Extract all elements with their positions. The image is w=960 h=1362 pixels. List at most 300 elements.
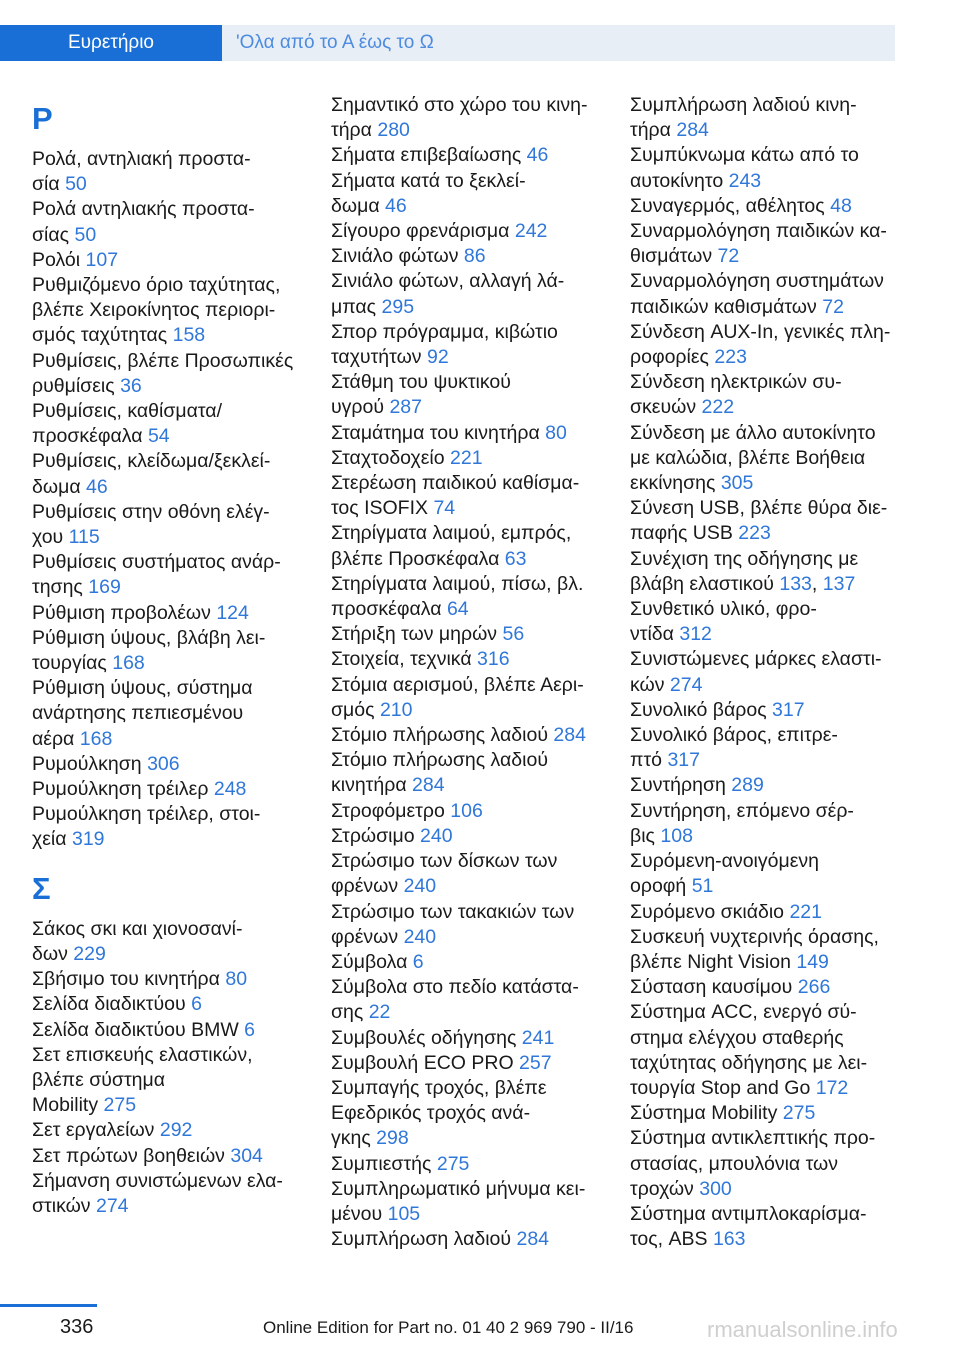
page-reference-link[interactable]: 222 xyxy=(701,396,735,419)
page-reference-link[interactable]: 300 xyxy=(699,1177,732,1200)
index-entry-text: στημα ελέγχου σταθερής xyxy=(630,1026,844,1049)
index-entry xyxy=(331,143,611,168)
index-entry-text xyxy=(630,471,910,496)
index-entry-text xyxy=(630,748,910,773)
index-entry-text: Σταχτοδοχείο xyxy=(331,446,445,469)
edition-note: Online Edition for Part no. 01 40 2 969 790 - II/16 xyxy=(263,1318,634,1337)
index-entry-text xyxy=(630,622,910,647)
page-reference-link[interactable]: 210 xyxy=(379,698,413,721)
index-entry xyxy=(331,824,611,849)
index-entry-text xyxy=(630,395,910,420)
index-entry-text: Στηρίγματα λαιμού, πίσω, βλ. xyxy=(331,572,584,595)
index-entry xyxy=(331,421,611,446)
index-entry-text: βλέπε Χειροκίνητος περιορι‐ xyxy=(32,299,276,322)
index-entry xyxy=(331,1152,611,1177)
index-entry-text: φρένων xyxy=(331,875,399,898)
index-entry-text: Συνθετικό υλικό, φρο‐ xyxy=(630,598,817,621)
index-entry xyxy=(32,1144,312,1169)
index-entry-text xyxy=(630,295,910,320)
index-entry-text: παιδικών καθισμάτων xyxy=(630,295,817,318)
index-entry-text xyxy=(331,395,611,420)
index-entry-text xyxy=(32,1018,312,1043)
index-entry xyxy=(32,676,312,752)
index-entry-text xyxy=(331,421,611,446)
index-entry-text: σία xyxy=(32,173,60,196)
header-bar xyxy=(0,25,895,61)
index-entry-text: σμός xyxy=(331,698,375,721)
page-reference-link[interactable]: 63 xyxy=(504,547,527,570)
index-entry-text: υγρού xyxy=(331,396,385,419)
page-reference-link[interactable]: 46 xyxy=(526,144,549,167)
index-entry-text xyxy=(331,1202,611,1227)
index-entry-text: Ρυθμίσεις συστήματος ανάρ‐ xyxy=(32,551,281,574)
index-entry xyxy=(331,723,611,748)
index-entry xyxy=(331,975,611,1025)
index-entry-text: δων xyxy=(32,942,68,965)
index-entry-text: ρυθμίσεις xyxy=(32,374,115,397)
index-entry xyxy=(331,647,611,672)
page-reference-link[interactable]: 248 xyxy=(213,778,247,801)
index-entry xyxy=(630,597,910,647)
page-reference-link[interactable]: 54 xyxy=(147,425,170,448)
page-reference-link[interactable]: 221 xyxy=(450,446,483,469)
index-entry-text xyxy=(331,547,611,572)
index-entry xyxy=(331,1076,611,1152)
page-reference-link[interactable]: 223 xyxy=(714,346,747,369)
page-reference-link[interactable]: 168 xyxy=(79,727,113,750)
index-entry xyxy=(32,550,312,600)
index-entry-text xyxy=(331,874,611,899)
index-entry-text xyxy=(331,950,611,975)
index-entry-text xyxy=(32,424,312,449)
index-entry-text xyxy=(32,1118,312,1143)
page-reference-link[interactable]: 133 xyxy=(779,572,812,595)
page-reference-link[interactable]: 295 xyxy=(381,295,415,318)
index-entry-text: Σύμβολα στο πεδίο κατάστα‐ xyxy=(331,976,579,999)
index-entry-text: Συρόμενο σκιάδιο xyxy=(630,900,785,923)
index-entry-text xyxy=(331,773,611,798)
index-entry xyxy=(331,849,611,899)
index-entry-text: ροφορίες xyxy=(630,346,709,369)
index-entry-text xyxy=(331,1126,611,1151)
page-reference-link[interactable]: 105 xyxy=(387,1202,421,1225)
index-entry-text: τήρα xyxy=(331,119,372,142)
index-entry-text xyxy=(630,824,910,849)
page-reference-link[interactable]: 137 xyxy=(822,572,856,595)
index-entry-text xyxy=(630,244,910,269)
index-entry xyxy=(331,572,611,622)
page-reference-link[interactable]: 284 xyxy=(412,774,445,797)
index-entry-text: Σύνδεση με άλλο αυτοκίνητο xyxy=(630,421,876,444)
page-reference-link[interactable]: 305 xyxy=(720,472,754,495)
index-entry-text xyxy=(630,1177,910,1202)
index-entry-text: Σύνδεση AUX-In, γενικές πλη‐ xyxy=(630,320,891,343)
index-entry-text xyxy=(32,248,312,273)
index-entry xyxy=(630,900,910,925)
index-entry-text: Στροφόμετρο xyxy=(331,799,445,822)
index-entry xyxy=(630,1101,910,1126)
index-entry-text xyxy=(32,1144,312,1169)
index-entry-text: Σελίδα διαδικτύου BMW xyxy=(32,1018,239,1041)
index-entry-text: Συντήρηση xyxy=(630,774,726,797)
page-reference-link[interactable]: 275 xyxy=(782,1102,816,1125)
index-entry-text xyxy=(630,521,910,546)
index-entry-text: κών xyxy=(630,673,665,696)
index-entry-text: Συνολικό βάρος xyxy=(630,698,767,721)
index-entry xyxy=(630,849,910,899)
index-entry-text: Σημαντικό στο χώρο του κινη‐ xyxy=(331,94,588,116)
page-reference-link[interactable]: 298 xyxy=(376,1127,409,1150)
index-entry-text xyxy=(32,1093,312,1118)
index-entry-text xyxy=(331,244,611,269)
page-reference-link[interactable]: 172 xyxy=(815,1076,849,1099)
index-entry-text: Ρυθμίσεις στην οθόνη ελέγ‐ xyxy=(32,500,270,523)
index-entry-text xyxy=(32,374,312,399)
page-reference-link[interactable]: 64 xyxy=(446,598,469,621)
index-entry-text: Ρυθμιζόμενο όριο ταχύτητας, xyxy=(32,274,281,297)
index-entry-text: Σύστημα αντικλεπτικής προ‐ xyxy=(630,1127,876,1150)
page-reference-link[interactable]: 287 xyxy=(389,396,422,419)
page-reference-link[interactable]: 72 xyxy=(717,245,740,268)
index-entry-text: Στερέωση παιδικού καθίσμα‐ xyxy=(331,472,580,495)
index-entry-text xyxy=(630,345,910,370)
page-reference-link[interactable]: 317 xyxy=(667,749,700,772)
index-entry-text: αυτοκίνητο xyxy=(630,169,724,192)
index-entry-text xyxy=(331,118,611,143)
page-reference-link[interactable]: 316 xyxy=(477,648,510,671)
index-entry-text: σης xyxy=(331,1001,364,1024)
index-entry-text: Ρυθμίσεις, καθίσματα/ xyxy=(32,400,223,423)
index-entry-text: Σίγουρο φρενάρισμα xyxy=(331,220,510,243)
index-entry-text: Ρύθμιση προβολέων xyxy=(32,601,211,624)
index-entry-text: Ρολά, αντηλιακή προστα‐ xyxy=(32,148,251,170)
page-reference-link[interactable]: 149 xyxy=(796,950,829,973)
index-entry-text: Συμπιεστής xyxy=(331,1152,432,1175)
index-entry xyxy=(630,773,910,798)
page-reference-link[interactable]: 243 xyxy=(728,169,762,192)
page-reference-link[interactable]: 115 xyxy=(68,526,100,549)
page-reference-link[interactable]: 169 xyxy=(88,576,121,599)
index-entry-text: Σετ πρώτων βοηθειών xyxy=(32,1144,225,1167)
index-entry-text: αέρα xyxy=(32,727,75,750)
page-reference-link[interactable]: 229 xyxy=(73,942,106,965)
page-reference-link[interactable]: 240 xyxy=(403,875,437,898)
page-reference-link[interactable]: 317 xyxy=(772,698,805,721)
index-entry xyxy=(32,1118,312,1143)
index-entry-text: Στρώσιμο των τακακιών των xyxy=(331,900,575,923)
index-entry-text xyxy=(32,992,312,1017)
page-reference-link[interactable]: 106 xyxy=(450,799,483,822)
index-entry-text: σκευών xyxy=(630,396,697,419)
index-entry xyxy=(630,723,910,773)
index-entry-text: πτό xyxy=(630,749,663,772)
index-entry-text xyxy=(32,223,312,248)
index-entry-text: Στρώσιμο των δίσκων των xyxy=(331,850,558,873)
index-entry xyxy=(630,975,910,1000)
index-entry xyxy=(331,799,611,824)
index-entry xyxy=(630,1000,910,1101)
index-entry xyxy=(331,93,611,143)
page-reference-link[interactable]: 266 xyxy=(797,976,831,999)
index-entry-text: ντίδα xyxy=(630,623,674,646)
page-reference-link[interactable]: 304 xyxy=(230,1144,263,1167)
page-reference-link[interactable]: 51 xyxy=(691,875,714,898)
index-entry xyxy=(32,752,312,777)
index-entry xyxy=(32,349,312,399)
page-reference-link[interactable]: 50 xyxy=(74,223,97,246)
page-reference-link[interactable]: 74 xyxy=(433,497,456,520)
index-entry-text: τουργία Stop and Go xyxy=(630,1076,811,1099)
index-entry-text xyxy=(32,475,312,500)
index-entry-text: Σβήσιμο του κινητήρα xyxy=(32,968,220,991)
index-entry-text xyxy=(331,1227,611,1252)
page-reference-link[interactable]: 6 xyxy=(191,993,202,1016)
page-reference-link[interactable]: 86 xyxy=(463,245,486,268)
index-entry xyxy=(32,967,312,992)
page-reference-link[interactable]: 241 xyxy=(521,1026,555,1049)
index-entry-text: μπας xyxy=(331,295,377,318)
index-entry-text xyxy=(630,950,910,975)
index-entry xyxy=(331,622,611,647)
index-entry xyxy=(32,399,312,449)
index-entry-text xyxy=(630,1076,910,1101)
index-entry-text: Σήματα κατά το ξεκλεί‐ xyxy=(331,169,526,192)
index-entry xyxy=(630,1202,910,1252)
index-entry-text: Mobility xyxy=(32,1094,99,1117)
index-entry xyxy=(630,647,910,697)
index-entry-text: Συνέχιση της οδήγησης με xyxy=(630,547,859,570)
page-reference-link[interactable]: 240 xyxy=(420,824,453,847)
index-entry-text xyxy=(32,323,312,348)
index-entry xyxy=(331,521,611,571)
index-entry-text: Σύστημα ACC, ενεργό σύ‐ xyxy=(630,1001,857,1024)
index-entry xyxy=(331,446,611,471)
index-entry-text xyxy=(331,1026,611,1051)
index-entry-text xyxy=(331,647,611,672)
index-entry-text xyxy=(32,525,312,550)
index-entry-text: Σήματα επιβεβαίωσης xyxy=(331,144,522,167)
index-entry xyxy=(331,1227,611,1252)
index-entry xyxy=(331,748,611,798)
index-entry xyxy=(32,917,312,967)
index-entry-text xyxy=(331,925,611,950)
index-entry-text: Συναρμολόγηση συστημάτων xyxy=(630,270,884,293)
index-entry-text xyxy=(331,698,611,723)
index-entry-text: Στήριξη των μηρών xyxy=(331,623,498,646)
index-entry-text: Συμπληρωματικό μήνυμα κει‐ xyxy=(331,1177,586,1200)
index-entry-text xyxy=(630,874,910,899)
page-reference-link[interactable]: 92 xyxy=(426,346,449,369)
index-entry-text: Συσκευή νυχτερινής όρασης, xyxy=(630,925,879,948)
page-reference-link[interactable]: 80 xyxy=(225,968,248,991)
index-entry xyxy=(32,500,312,550)
page-reference-link[interactable]: 48 xyxy=(830,194,852,217)
page-reference-link[interactable]: 312 xyxy=(679,623,712,646)
index-entry xyxy=(630,370,910,420)
tab-index[interactable]: Ευρετήριο xyxy=(0,25,222,61)
index-entry-text: Συνολικό βάρος, επιτρε‐ xyxy=(630,724,838,747)
index-entry-text: Σελίδα διαδικτύου xyxy=(32,993,186,1016)
page-reference-link[interactable]: 306 xyxy=(147,752,180,775)
page-reference-link[interactable]: 280 xyxy=(377,119,410,142)
page-reference-link[interactable]: 284 xyxy=(553,724,586,747)
index-entry-text: Στρώσιμο xyxy=(331,824,415,847)
page-reference-link[interactable]: 319 xyxy=(71,828,105,851)
index-entry xyxy=(630,698,910,723)
index-entry-text xyxy=(630,1101,910,1126)
index-entry-text: προσκέφαλα xyxy=(331,598,442,621)
index-entry-text xyxy=(32,727,312,752)
index-entry xyxy=(331,1026,611,1051)
index-entry-text: Στοιχεία, τεχνικά xyxy=(331,648,472,671)
page-reference-link[interactable]: 124 xyxy=(216,601,249,624)
index-entry xyxy=(32,273,312,349)
index-entry-text: Συναρμολόγηση παιδικών κα‐ xyxy=(630,220,887,243)
index-entry-text xyxy=(331,723,611,748)
index-entry-text: Συνιστώμενες μάρκες ελαστι‐ xyxy=(630,648,882,671)
page-reference-link[interactable]: 163 xyxy=(712,1228,746,1251)
page-reference-link[interactable]: 46 xyxy=(385,194,407,217)
page-reference-link[interactable]: 80 xyxy=(545,421,567,444)
page-reference-link[interactable]: 275 xyxy=(436,1152,470,1175)
index-entry xyxy=(32,626,312,676)
index-entry xyxy=(630,547,910,597)
index-entry-text: τος ISOFIX xyxy=(331,497,429,520)
index-entry-text: στικών xyxy=(32,1194,91,1217)
index-entry-text xyxy=(32,967,312,992)
index-entry xyxy=(32,601,312,626)
page-reference-link[interactable]: 221 xyxy=(789,900,822,923)
index-entry-text: Συμπλήρωση λαδιού xyxy=(331,1228,512,1251)
index-entry-text xyxy=(32,827,312,852)
index-entry-text: Ρολόι xyxy=(32,248,81,271)
index-entry-text: δωμα xyxy=(331,194,380,217)
page-reference-link[interactable]: 284 xyxy=(676,119,709,142)
index-entry-text: Ρυμούλκηση τρέιλερ xyxy=(32,778,209,801)
index-entry-text: Σύμβολα xyxy=(331,950,408,973)
index-entry xyxy=(630,1126,910,1202)
index-entry-text: ταχυτήτων xyxy=(331,346,422,369)
index-entry-text: προσκέφαλα xyxy=(32,425,143,448)
index-entry-text: βλέπε σύστημα xyxy=(32,1068,166,1091)
index-entry-text: γκης xyxy=(331,1127,371,1150)
index-entry-text: Σινιάλο φώτων, αλλαγή λά‐ xyxy=(331,270,565,293)
index-entry-text xyxy=(630,118,910,143)
index-entry-text: βλέπε Προσκέφαλα xyxy=(331,547,500,570)
index-entry-text: μένου xyxy=(331,1202,383,1225)
page-reference-link[interactable]: 46 xyxy=(86,475,108,498)
index-entry-text xyxy=(331,799,611,824)
index-entry-text: δωμα xyxy=(32,475,81,498)
index-entry xyxy=(331,169,611,219)
index-entry xyxy=(331,370,611,420)
page-reference-link[interactable]: 168 xyxy=(112,652,145,675)
index-entry-text xyxy=(32,172,312,197)
index-entry-text: Ρολά αντηλιακής προστα‐ xyxy=(32,198,255,221)
page-reference-link[interactable]: 289 xyxy=(731,774,764,797)
index-entry-text: βλάβη ελαστικού xyxy=(630,572,774,595)
index-entry xyxy=(630,219,910,269)
index-entry-text: Συμπύκνωμα κάτω από το xyxy=(630,144,859,167)
index-entry-text xyxy=(331,345,611,370)
index-entry xyxy=(331,320,611,370)
index-entry-text: Στόμιο πλήρωσης λαδιού xyxy=(331,749,548,772)
page-reference-link[interactable]: 240 xyxy=(403,925,437,948)
index-entry-text: Σπορ πρόγραμμα, κιβώτιο xyxy=(331,320,558,343)
page-reference-link[interactable]: 284 xyxy=(516,1228,550,1251)
index-entry-text xyxy=(32,601,312,626)
index-entry xyxy=(331,1051,611,1076)
index-entry-text: Συρόμενη-ανοιγόμενη xyxy=(630,850,819,873)
index-entry xyxy=(630,194,910,219)
index-entry-text: βλάβη ελαστικού 133, 137 xyxy=(630,572,856,595)
index-entry-text: Συμβουλή ECO PRO xyxy=(331,1051,514,1074)
page-reference-link[interactable]: 108 xyxy=(660,824,693,847)
index-entry-text: Σινιάλο φώτων xyxy=(331,245,459,268)
index-entry-text: Σετ επισκευής ελαστικών, xyxy=(32,1043,253,1066)
page-reference-link[interactable]: 275 xyxy=(103,1094,137,1117)
index-entry xyxy=(32,197,312,247)
page-reference-link[interactable]: 72 xyxy=(822,295,844,318)
index-entry-text: χου xyxy=(32,526,64,549)
index-entry xyxy=(32,449,312,499)
index-entry-text xyxy=(331,219,611,244)
index-entry-text xyxy=(32,1194,312,1219)
page-reference-link[interactable]: 274 xyxy=(95,1194,129,1217)
index-entry xyxy=(331,471,611,521)
index-entry-text xyxy=(32,575,312,600)
page-reference-link[interactable]: 107 xyxy=(85,248,119,271)
index-entry xyxy=(630,925,910,975)
page-reference-link[interactable]: 257 xyxy=(519,1051,552,1074)
page-reference-link[interactable]: 158 xyxy=(172,324,206,347)
page-reference-link[interactable]: 274 xyxy=(669,673,703,696)
page-reference-link[interactable]: 223 xyxy=(738,522,771,545)
index-column-3 xyxy=(630,93,910,1252)
page-reference-link[interactable]: 242 xyxy=(514,220,548,243)
index-entry-text: Συντήρηση, επόμενο σέρ‐ xyxy=(630,799,854,822)
index-entry xyxy=(331,1177,611,1227)
page-reference-link[interactable]: 36 xyxy=(120,374,142,397)
index-entry-text: Σύνδεση ηλεκτρικών συ‐ xyxy=(630,371,842,394)
page-reference-link[interactable]: 56 xyxy=(502,623,525,646)
footer-rule xyxy=(0,1304,97,1307)
index-entry-text xyxy=(32,777,312,802)
index-entry-text xyxy=(630,194,910,219)
index-entry-text: τος, ABS xyxy=(630,1228,708,1251)
index-entry xyxy=(32,802,312,852)
section-subtitle: 'Ολα από το Α έως το Ω xyxy=(222,25,895,61)
index-entry-text: Σταμάτημα του κινητήρα xyxy=(331,421,540,444)
index-entry-text xyxy=(630,673,910,698)
index-entry-text xyxy=(331,496,611,521)
index-entry xyxy=(630,269,910,319)
page-reference-link[interactable]: 292 xyxy=(159,1119,193,1142)
index-entry-text xyxy=(331,446,611,471)
page-reference-link[interactable]: 50 xyxy=(65,173,87,196)
index-entry-text: βις xyxy=(630,824,655,847)
index-entry xyxy=(32,992,312,1017)
index-entry-text: Ρύθμιση ύψους, βλάβη λει‐ xyxy=(32,626,266,649)
index-entry-text: Στηρίγματα λαιμού, εμπρός, xyxy=(331,522,572,545)
page-reference-link[interactable]: 22 xyxy=(368,1001,391,1024)
page-reference-link[interactable]: 6 xyxy=(412,950,424,973)
index-entry xyxy=(331,244,611,269)
index-entry-text xyxy=(630,773,910,798)
index-entry xyxy=(630,320,910,370)
index-entry-text xyxy=(331,1152,611,1177)
page-reference-link[interactable]: 6 xyxy=(244,1018,256,1041)
